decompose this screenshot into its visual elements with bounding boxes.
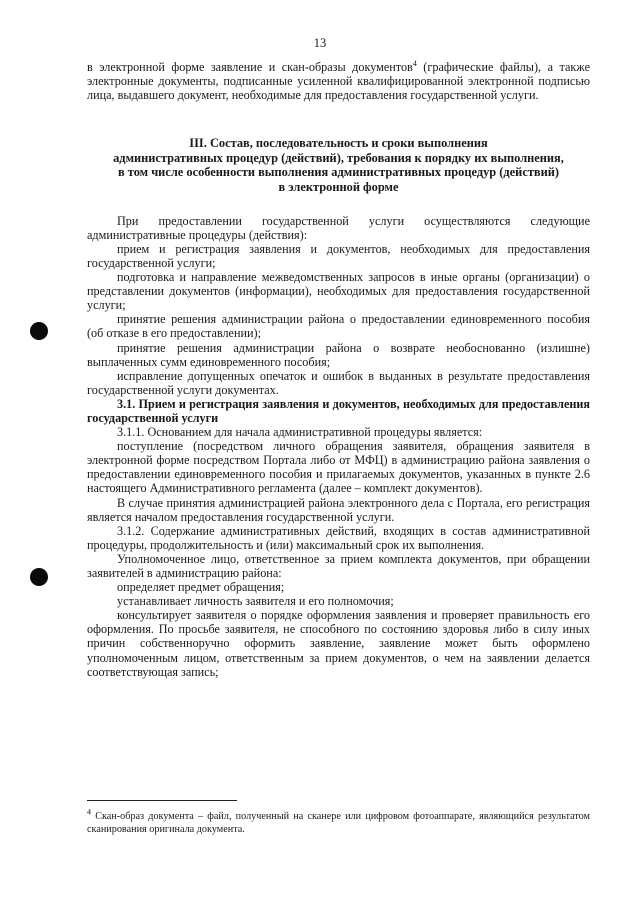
section-heading-line: в том числе особенности выполнения административных процедур (действий) [117,165,560,180]
section-heading [87,136,590,194]
list-item: принятие решения администрации района о предоставлении единовременного пособия (об отказе в его предоставлении); [87,312,590,341]
list-item: консультирует заявителя о порядке оформления заявления и проверяет правильность его оформления. По просьбе заявителя, не способного по состоянию здоровья либо в силу иных причин собственноручно оформить заявление, заявление может быть оформлено уполномоченным лицом, ответственным за прием документов, о чем на заявлении делается соответствующая запись; [87,608,590,679]
list-item: определяет предмет обращения; [117,580,285,595]
list-item: исправление допущенных опечаток и ошибок в выданных в результате предоставления государственной услуги документах. [87,368,590,397]
list-item: устанавливает личность заявителя и его полномочия; [117,594,394,609]
paragraph: В случае принятия администрацией района электронного дела с Портала, его регистрация является началом предоставления государственной услуги. [87,495,590,524]
section-heading-line: III. Состав, последовательность и сроки выполнения [189,136,488,151]
paragraph: 3.1.2. Содержание административных действий, входящих в состав административной процедуры, продолжительность и (или) максимальный срок их выполнения. [87,523,590,552]
intro-paragraph [87,60,590,102]
paragraph: поступление (посредством личного обращения заявителя, обращения заявителя в электронной форме посредством Портала либо от МФЦ) в администрацию района заявления о предоставлении единовременного пособия и прилагаемых документов, указанных в пункте 2.6 настоящего Административного регламента (далее – комплект документов). [87,439,590,496]
section-heading-line: административных процедур (действий), требования к порядку их выполнения, [113,150,564,165]
paragraph: 3.1.1. Основанием для начала административной процедуры является: [117,425,483,440]
list-item: прием и регистрация заявления и документов, необходимых для предоставления государственной услуги; [87,241,590,270]
intro-text-continued: (графические файлы), а также электронные документы, подписанные усиленной квалифицированной электронной подписью лица, выдавшего документ, необходимые для предоставления государственной услуги. [87,60,590,103]
paragraph: Уполномоченное лицо, ответственное за прием комплекта документов, при обращении заявителей в администрацию района: [87,551,590,580]
paragraph: При предоставлении государственной услуги осуществляются следующие административные процедуры (действия): [87,213,590,242]
footnote-marker: 4 [87,807,91,817]
intro-text: в электронной форме заявление и скан-образы документов [87,60,413,74]
footnote-separator [87,800,237,801]
section-heading-line: в электронной форме [278,180,399,195]
subsection-heading: 3.1. Прием и регистрация заявления и документов, необходимых для предоставления государственной услуги [87,396,590,425]
page-number: 13 [313,36,327,50]
footnote-reference: 4 [412,58,417,68]
binder-hole-mark [30,568,48,586]
binder-hole-mark [30,322,48,340]
footnote [87,807,590,836]
page-body [87,60,590,679]
list-item: принятие решения администрации района о возврате необоснованно (излишне) выплаченных сумм единовременного пособия; [87,340,590,369]
list-item: подготовка и направление межведомственных запросов в иные органы (организации) о представлении документов (информации), необходимых для предоставления государственной услуги; [87,270,590,313]
footnote-text: Скан-образ документа – файл, полученный на сканере или цифровом фотоаппарате, являющийся результатом сканирования оригинала документа. [87,811,590,835]
